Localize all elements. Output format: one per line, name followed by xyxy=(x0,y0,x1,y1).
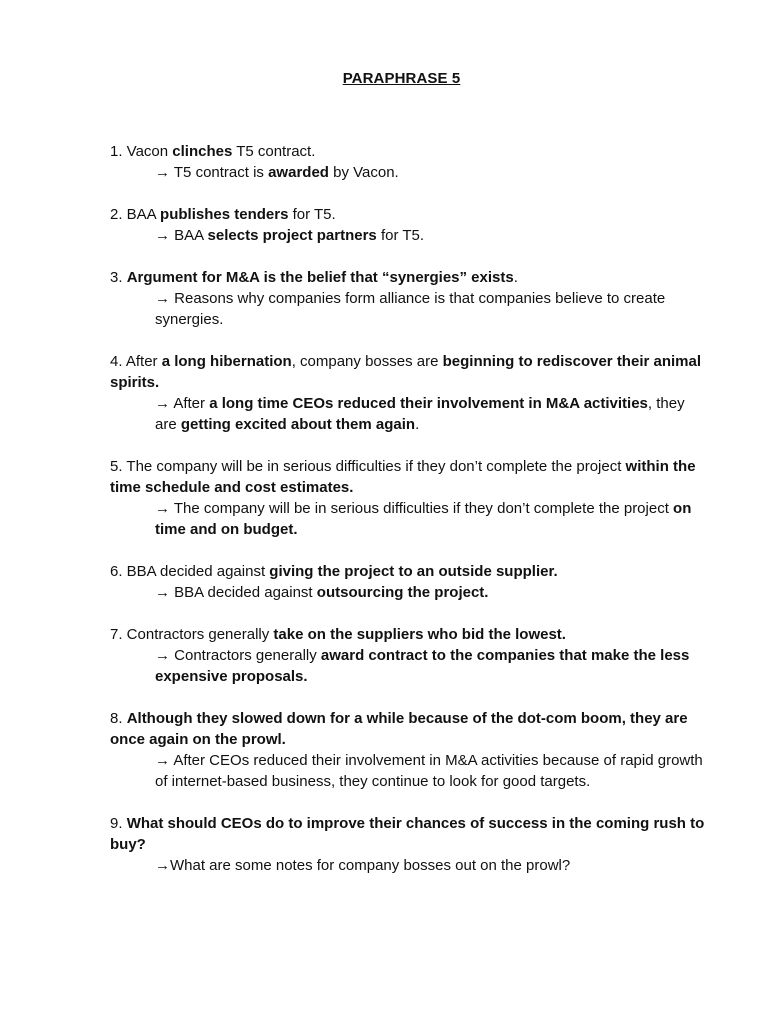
paraphrased-sentence xyxy=(155,162,710,183)
bold-text-run: Although they slowed down for a while because of the dot-com boom, they are once again on the prowl. xyxy=(110,710,688,748)
bold-text-run: giving the project to an outside supplier. xyxy=(269,563,558,580)
text-run: T5 contract. xyxy=(232,143,316,160)
list-item xyxy=(110,351,710,435)
list-item xyxy=(110,624,710,687)
original-sentence xyxy=(110,624,710,645)
list-item xyxy=(110,267,710,330)
text-run: → After xyxy=(155,395,210,412)
bold-text-run: getting excited about them again xyxy=(180,416,416,433)
original-sentence xyxy=(110,561,710,582)
text-run: 7. Contractors generally xyxy=(110,626,274,643)
text-run: →What are some notes for company bosses out on the prowl? xyxy=(155,857,571,874)
text-run: , company bosses are xyxy=(291,353,443,370)
paraphrased-sentence xyxy=(155,582,710,603)
paraphrased-sentence xyxy=(155,855,710,876)
bold-text-run: a long time CEOs reduced their involvement in M&A activities xyxy=(209,395,648,412)
original-sentence xyxy=(110,813,710,855)
bold-text-run: award contract to the companies that make the less expensive proposals. xyxy=(155,647,690,685)
original-sentence xyxy=(110,456,710,498)
text-run: → BAA xyxy=(155,227,208,244)
paraphrased-sentence xyxy=(155,225,710,246)
text-run: 5. The company will be in serious difficulties if they don’t complete the project xyxy=(110,458,626,475)
text-run: → The company will be in serious difficulties if they don’t complete the project xyxy=(155,500,674,517)
bold-text-run: What should CEOs do to improve their chances of success in the coming rush to buy? xyxy=(110,815,705,853)
bold-text-run: clinches xyxy=(172,143,233,160)
list-item xyxy=(110,561,710,603)
original-sentence xyxy=(110,267,710,288)
text-run: 8. xyxy=(110,710,127,727)
paraphrased-sentence xyxy=(155,750,710,792)
original-sentence xyxy=(110,141,710,162)
text-run: . xyxy=(415,416,420,433)
bold-text-run: within the time schedule and cost estimates. xyxy=(110,458,696,496)
bold-text-run: beginning to rediscover their animal spirits. xyxy=(110,353,702,391)
text-run: → Reasons why companies form alliance is that companies believe to create synergies. xyxy=(155,290,666,328)
bold-text-run: awarded xyxy=(268,164,329,181)
list-item xyxy=(110,456,710,540)
bold-text-run: publishes tenders xyxy=(160,206,289,223)
list-item xyxy=(110,141,710,183)
list-item xyxy=(110,708,710,792)
paraphrased-sentence xyxy=(155,645,710,687)
text-run: , they are xyxy=(155,395,685,433)
text-run: → T5 contract is xyxy=(155,164,269,181)
original-sentence xyxy=(110,351,710,393)
paraphrased-sentence xyxy=(155,288,710,330)
page-title: PARAPHRASE 5 xyxy=(342,70,461,87)
paraphrased-sentence xyxy=(155,393,710,435)
text-run: by Vacon. xyxy=(328,164,399,181)
bold-text-run: on time and on budget. xyxy=(155,500,692,538)
text-run: 6. BBA decided against xyxy=(110,563,270,580)
text-run: → After CEOs reduced their involvement in M&A activities because of rapid growth of internet-based business, they continue to look for good targets. xyxy=(155,752,703,790)
text-run: 9. xyxy=(110,815,127,832)
paraphrased-sentence xyxy=(155,498,710,540)
text-run: 3. xyxy=(110,269,127,286)
bold-text-run: Argument for M&A is the belief that “synergies” exists xyxy=(126,269,514,286)
paraphrase-list xyxy=(110,141,710,897)
list-item xyxy=(110,813,710,876)
bold-text-run: a long hibernation xyxy=(161,353,292,370)
text-run: 4. After xyxy=(110,353,162,370)
text-run: 1. Vacon xyxy=(110,143,173,160)
bold-text-run: outsourcing the project. xyxy=(316,584,489,601)
bold-text-run: take on the suppliers who bid the lowest. xyxy=(273,626,566,643)
original-sentence xyxy=(110,708,710,750)
text-run: for T5. xyxy=(376,227,425,244)
text-run: . xyxy=(513,269,518,286)
text-run: 2. BAA xyxy=(110,206,161,223)
text-run: for T5. xyxy=(288,206,336,223)
text-run: → Contractors generally xyxy=(155,647,321,664)
list-item xyxy=(110,204,710,246)
original-sentence xyxy=(110,204,710,225)
bold-text-run: selects project partners xyxy=(207,227,377,244)
text-run: → BBA decided against xyxy=(155,584,317,601)
